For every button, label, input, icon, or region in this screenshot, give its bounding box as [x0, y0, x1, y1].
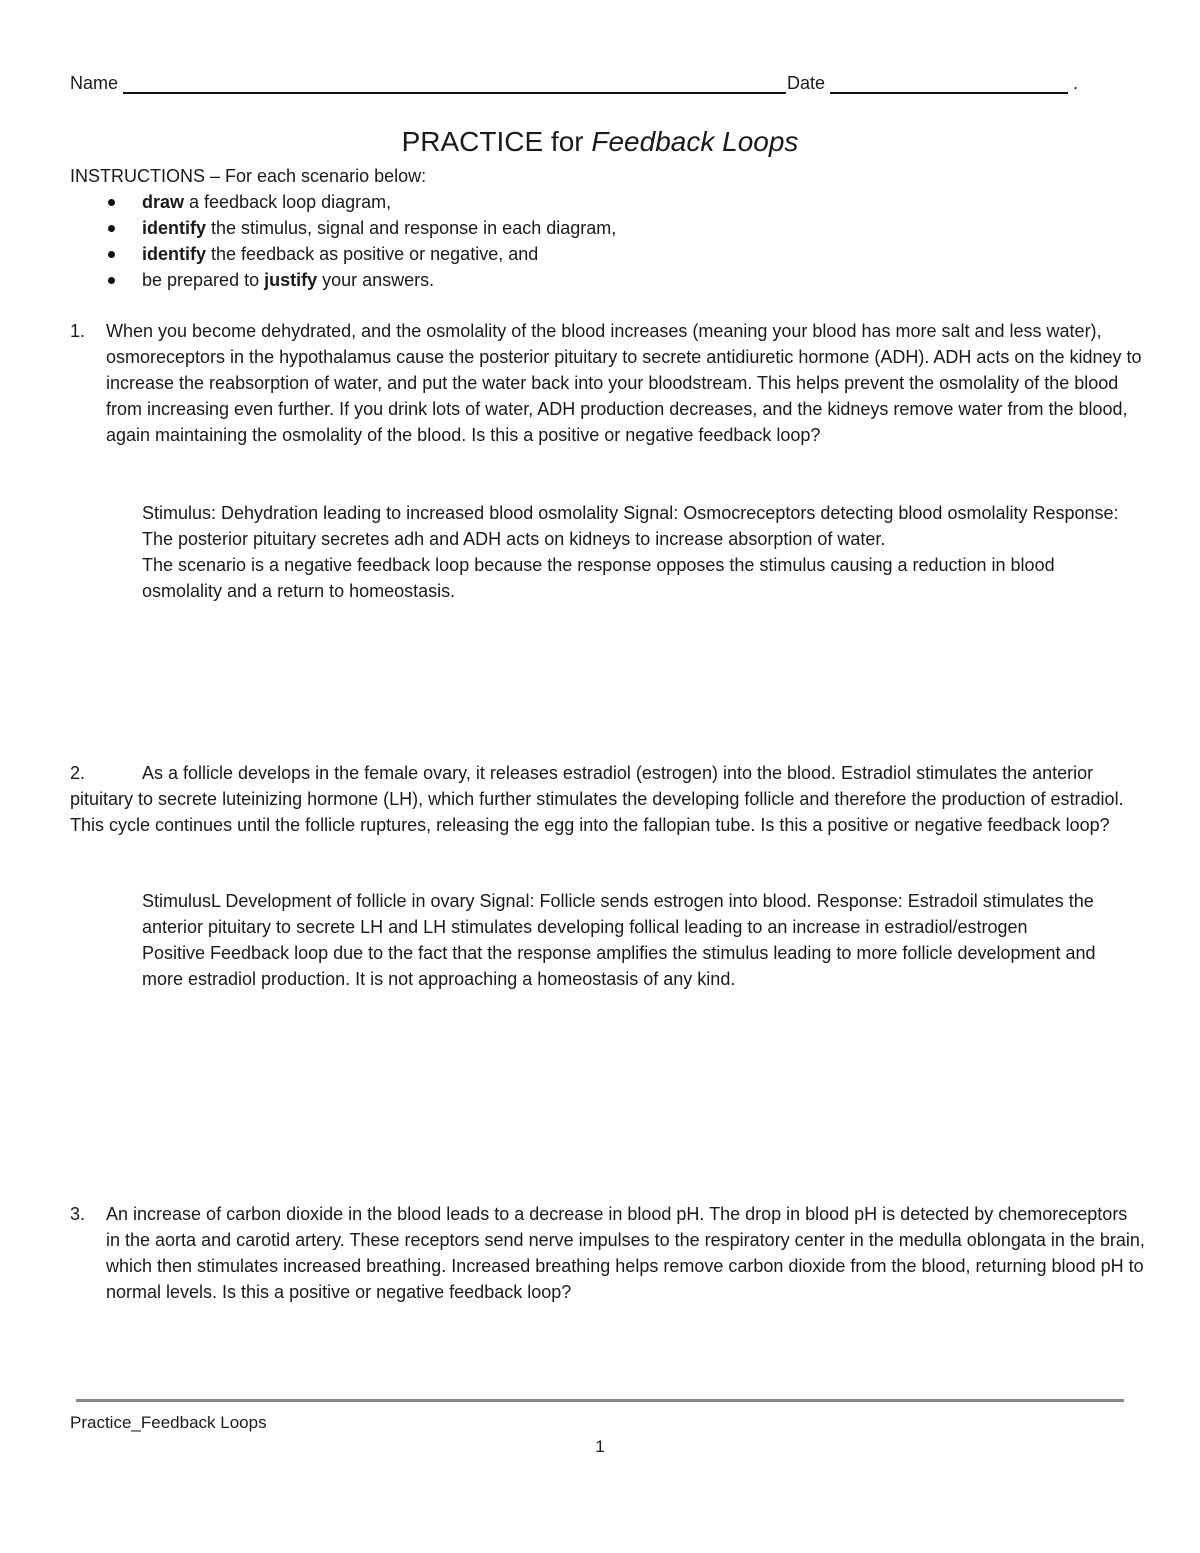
instruction-keyword: draw	[142, 192, 185, 212]
question-2-number: 2.	[70, 763, 86, 783]
instruction-item	[70, 189, 616, 215]
question-2-text: As a follicle develops in the female ovary, it releases estradiol (estrogen) into the blood. Estradiol stimulates the anterior pituitary to secrete luteinizing hormone (LH), which further stimulates the developing follicle and therefore the production of estradiol. This cycle continues until the follicle ruptures, releasing the egg into the fallopian tube. Is this a positive or negative feedback loop?	[70, 763, 1124, 835]
bullet-icon	[108, 225, 115, 232]
footer-divider	[76, 1399, 1124, 1402]
bullet-icon	[108, 277, 115, 284]
title-italic: Feedback Loops	[591, 126, 799, 157]
instruction-text: your answers.	[317, 270, 435, 290]
instruction-keyword: justify	[264, 270, 318, 290]
instruction-text: the stimulus, signal and response in each diagram,	[206, 218, 617, 238]
bullet-icon	[108, 199, 115, 206]
name-field-line[interactable]	[123, 92, 786, 94]
instruction-text: a feedback loop diagram,	[184, 192, 392, 212]
instruction-item	[70, 241, 616, 267]
answer-paragraph: Positive Feedback loop due to the fact that the response amplifies the stimulus leading to more follicle development and more estradiol production. It is not approaching a homeostasis of any kind.	[142, 943, 1096, 989]
instruction-text: be prepared to	[142, 270, 265, 290]
instruction-text: the feedback as positive or negative, and	[206, 244, 539, 264]
question-3-text: An increase of carbon dioxide in the blood leads to a decrease in blood pH. The drop in blood pH is detected by chemoreceptors in the aorta and carotid artery. These receptors send nerve impulses to the respiratory center in the medulla oblongata in the brain, which then stimulates increased breathing. Increased breathing helps remove carbon dioxide from the blood, returning blood pH to normal levels. Is this a positive or negative feedback loop?	[106, 1204, 1145, 1302]
question-1-text: When you become dehydrated, and the osmolality of the blood increases (meaning your blood has more salt and less water), osmoreceptors in the hypothalamus cause the posterior pituitary to secrete antidiuretic hormone (ADH). ADH acts on the kidney to increase the reabsorption of water, and put the water back into your bloodstream. This helps prevent the osmolality of the blood from increasing even further. If you drink lots of water, ADH production decreases, and the kidneys remove water from the blood, again maintaining the osmolality of the blood. Is this a positive or negative feedback loop?	[106, 321, 1142, 445]
date-trailing-period: .	[1073, 73, 1079, 93]
answer-paragraph: Stimulus: Dehydration leading to increased blood osmolality Signal: Osmocreceptors detecting blood osmolality Response: The posterior pituitary secretes adh and ADH acts on kidneys to increase absorption of water.	[142, 503, 1119, 549]
question-1-answer[interactable]	[142, 500, 1132, 604]
instruction-item	[70, 215, 616, 241]
instruction-keyword: identify	[142, 218, 207, 238]
question-3-number: 3.	[70, 1204, 86, 1224]
name-label: Name	[70, 73, 119, 93]
answer-paragraph: StimulusL Development of follicle in ovary Signal: Follicle sends estrogen into blood. Response: Estradoil stimulates the anterior pituitary to secrete LH and LH stimulates developing follical leading to an increase in estradiol/estrogen	[142, 891, 1094, 937]
answer-paragraph: The scenario is a negative feedback loop because the response opposes the stimulus causing a reduction in blood osmolality and a return to homeostasis.	[142, 555, 1055, 601]
footer-label: Practice_Feedback Loops	[70, 1413, 267, 1432]
page-number: 1	[595, 1437, 605, 1456]
question-2-answer[interactable]	[142, 888, 1132, 992]
bullet-icon	[108, 251, 115, 258]
instructions-list	[70, 189, 616, 293]
question-1-number: 1.	[70, 321, 86, 341]
title-plain: PRACTICE for	[401, 126, 592, 157]
question-2	[70, 760, 1130, 838]
date-label: Date	[787, 73, 826, 93]
date-field-line[interactable]	[830, 92, 1068, 94]
instruction-keyword: identify	[142, 244, 207, 264]
instructions-heading: INSTRUCTIONS – For each scenario below:	[70, 166, 427, 186]
page-title	[0, 124, 1200, 160]
instruction-item	[70, 267, 616, 293]
